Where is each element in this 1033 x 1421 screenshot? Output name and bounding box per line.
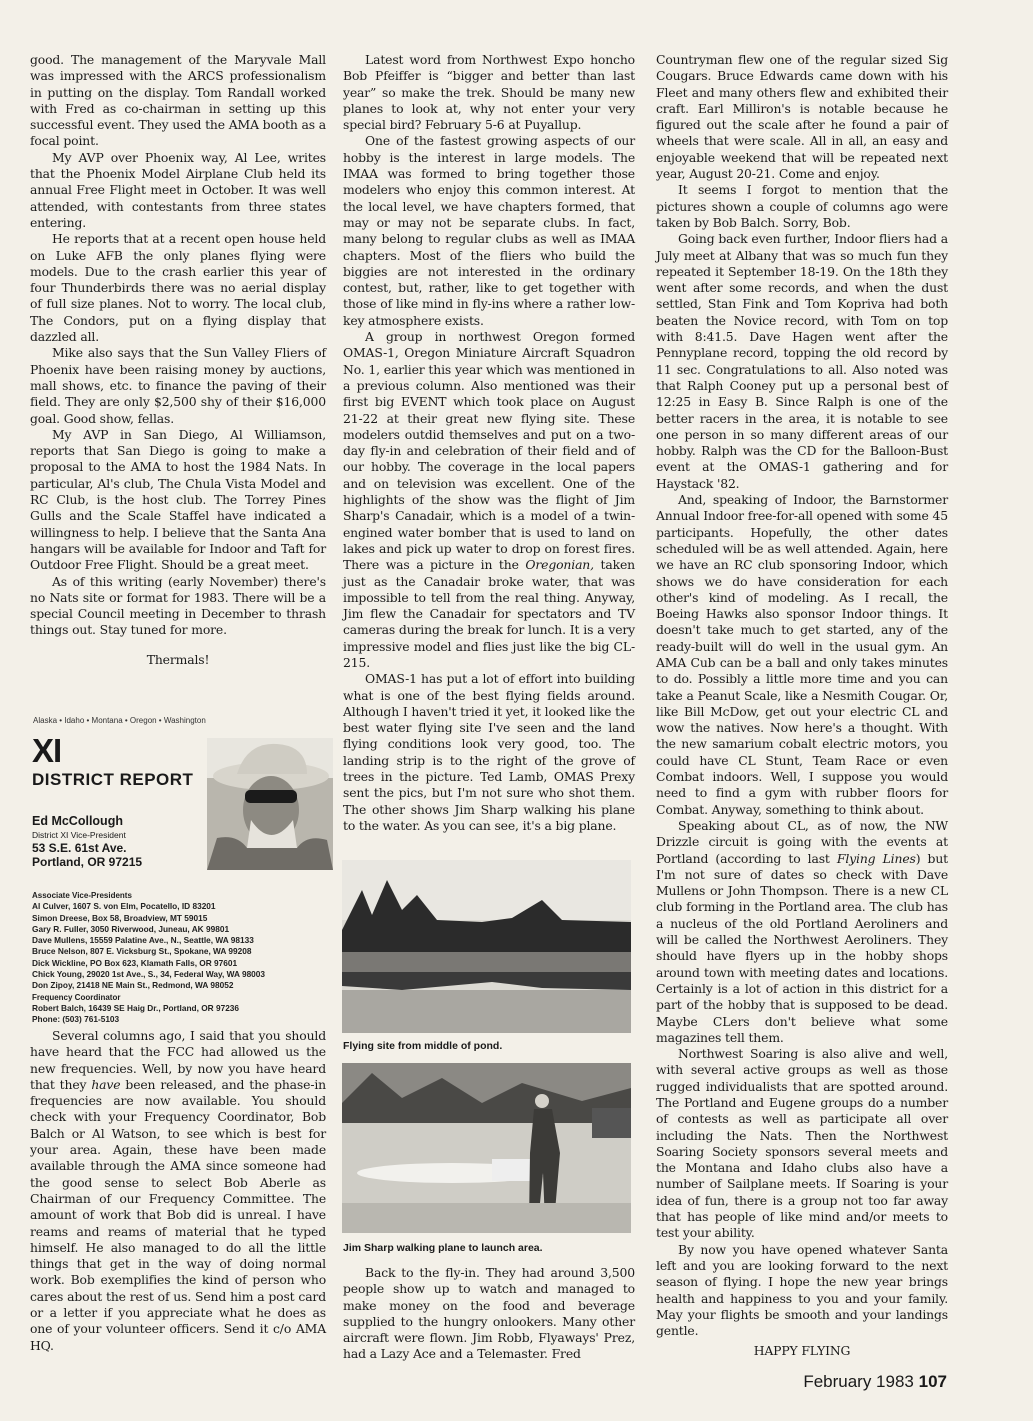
frequency-coordinator-heading: Frequency Coordinator	[32, 992, 121, 1002]
associate-vp-entry: Dick Wickline, PO Box 623, Klamath Falls, OR 97601	[32, 957, 238, 968]
text-run: good. The management of the Maryvale Mall was impressed with the ARCS professionalism in putting on the display. Tom Randall worked with Fred as co-chairman in setting up this successful event. They used the AMA booth as a focal point.	[30, 52, 326, 149]
text-run: One of the fastest growing aspects of our hobby is the interest in large models. The IMAA was formed to bring together those modelers who enjoy this common interest. At the local level, we have chapters formed, that may or may not be separate clubs. In fact, many belong to regular clubs as well as IMAA chapters. Most of the fliers who build the biggies are not interested in the ordinary contest, but, rather, like to get together with those of like mind in fly-ins where a rather low-key atmosphere exists.	[343, 133, 635, 328]
column-1-lower	[30, 1028, 326, 1354]
vp-name: Ed McCollough	[32, 814, 123, 828]
district-number: XI	[32, 732, 62, 769]
text-run: Several columns ago, I said that you should have heard that the FCC had allowed us the new frequencies. Well, by now you have heard that they	[30, 1028, 326, 1092]
frequency-coordinator-line: Robert Balch, 16439 SE Haig Dr., Portland, OR 97236	[32, 1002, 240, 1013]
text-run: My AVP in San Diego, Al Williamson, reports that San Diego is going to make a proposal to the AMA to host the 1984 Nats. In particular, Al's club, The Chula Vista Model and RC Club, is the host club. The Torrey Pines Gulls and the Scale Staffel have indicated a willingness to help. I believe that the Santa Ana hangars will be available for Indoor and Taft for Outdoor Free Flight. Should be a great meet.	[30, 426, 326, 573]
paragraph	[343, 133, 635, 329]
photo-caption-pond: Flying site from middle of pond.	[343, 1040, 503, 1052]
column-1-upper	[30, 52, 326, 639]
paragraph	[343, 329, 635, 671]
paragraph	[656, 52, 948, 182]
frequency-coordinator-line: Phone: (503) 761-5103	[32, 1014, 120, 1025]
paragraph	[656, 231, 948, 492]
italic-text-run: Flying Lines	[836, 850, 916, 866]
page-footer	[803, 1372, 947, 1392]
associate-vp-entry: Don Zipoy, 21418 NE Main St., Redmond, WA 98052	[32, 980, 234, 991]
column-2-upper	[343, 52, 635, 834]
associate-vp-entry: Simon Dreese, Box 58, Broadview, MT 59015	[32, 912, 208, 923]
page-number: 107	[918, 1372, 947, 1391]
signoff-text: Thermals!	[146, 652, 210, 667]
signoff-text: HAPPY FLYING	[753, 1343, 851, 1358]
district-report-title: DISTRICT REPORT	[32, 770, 194, 789]
text-run: And, speaking of Indoor, the Barnstormer Annual Indoor free-for-all opened with some 45 participants. Hopefully, the other dates scheduled will be as well attended. Again, here we have an RC club sponsoring Indoor, which shows we do have consideration for each other's kind of modeling. As I recall, the Boeing Hawks also sponsor Indoor things. It doesn't take much to get started, any of the ready-built will do well in the usual gym. An AMA Cub can be a ball and only takes minutes to do. Possibly a little more time and you can take a Peanut Scale, like a Nesmith Cougar. Or, like Bill McDow, get out your electric CL and wow the natives. Now here's a thought. With the new samarium cobalt electric motors, you could have CL Stunt, Team Race or even Combat indoors. Well, I suppose you would need to find a gym with rubber floors for Combat. Anyway, something to think about.	[656, 492, 948, 817]
paragraph	[343, 671, 635, 834]
associate-vp-entry: Dave Mullens, 15559 Palatine Ave., N., Seattle, WA 98133	[32, 935, 254, 946]
paragraph	[656, 818, 948, 1046]
thermals-signoff	[30, 652, 326, 668]
paragraph	[30, 427, 326, 574]
text-run: Mike also says that the Sun Valley Fliers of Phoenix have been raising money by auctions, mall shows, etc. to finance the paving of their field. They are only $2,500 shy of their $16,000 goal. Good show, fellas.	[30, 345, 326, 426]
paragraph	[343, 1265, 635, 1363]
associate-vp-entry: Bruce Nelson, 807 E. Vicksburg St., Spokane, WA 99208	[32, 946, 252, 957]
pond-photo	[342, 860, 631, 1033]
vp-portrait-photo	[207, 738, 333, 870]
paragraph	[656, 1242, 948, 1340]
text-run: OMAS-1 has put a lot of effort into building what is one of the best flying fields around. Although I haven't tried it yet, it looked like the best water flying site I've seen and the land flying conditions look very good, too. The landing strip is to the right of the grove of trees in the picture. Ted Lamb, OMAS Prexy sent the pics, but I'm not sure who shot them. The other shows Jim Sharp walking his plane to the water. As you can see, it's a big plane.	[343, 671, 635, 833]
paragraph	[656, 182, 948, 231]
vp-address-1: 53 S.E. 61st Ave.	[32, 841, 127, 855]
text-run: By now you have opened whatever Santa left and you are looking forward to the next season of flying. I hope the new year brings health and happiness to you and your family. May your flights be smooth and your landings gentle.	[656, 1241, 948, 1339]
photo-caption-jim-sharp: Jim Sharp walking plane to launch area.	[343, 1242, 543, 1254]
text-run: As of this writing (early November) there's no Nats site or format for 1983. There will be a special Council meeting in December to thrash things out. Stay tuned for more.	[30, 573, 326, 638]
associate-vp-list	[32, 890, 265, 1026]
vp-contact	[32, 815, 142, 869]
text-run: Back to the fly-in. They had around 3,500 people show up to watch and managed to make money on the food and beverage supplied to the hungry onlookers. Many other aircraft were flown. Jim Robb, Flyaways' Prez, had a Lazy Ace and a Telemaster. Fred	[343, 1265, 635, 1362]
italic-text-run: Oregonian,	[525, 557, 594, 573]
text-run: been released, and the phase-in frequencies are now available. You should check with your Frequency Coordinator, Bob Balch or Al Watson, to see which is best for your area. Again, these have been made available through the AMA since someone had the good sense to select Bob Aberle as Chairman of our Frequency Committee. The amount of work that Bob did is unreal. I have reams and reams of material that he typed himself. He also managed to do all the little things that get in the way of doing normal work. Bob exemplifies the kind of person who cares about the rest of us. Send him a post card or a letter if you appreciate what he does as one of your volunteer officers. Send it c/o AMA HQ.	[30, 1076, 326, 1353]
text-run: ) but I'm not sure of dates so check with Dave Mullens or John Thompson. There is a new CL club forming in the Portland area. The club has a nucleus of the old Portland Aeroliners and will be called the Northwest Aeroliners. They should have flyers up in the hobby shops around town with meeting dates and locations. Certainly is a lot of action in this district for a part of the hobby that is supposed to be dead. Maybe CLers don't believe what some magazines tell them.	[656, 850, 948, 1045]
text-run: Latest word from Northwest Expo honcho Bob Pfeiffer is “bigger and better than last year” so make the trek. Should be many new planes to look at, why not enter your very special bird? February 5-6 at Puyallup.	[343, 52, 635, 133]
issue-date: February 1983	[803, 1372, 914, 1391]
associate-vp-entry: Al Culver, 1607 S. von Elm, Pocatello, ID 83201	[32, 901, 216, 912]
vp-address-2: Portland, OR 97215	[32, 854, 143, 869]
district-states: Alaska • Idaho • Montana • Oregon • Washington	[33, 716, 206, 725]
happy-flying-signoff	[656, 1343, 948, 1359]
paragraph	[30, 1028, 326, 1354]
text-run: Speaking about CL, as of now, the NW Drizzle circuit is going with the events at Portland (according to last	[656, 817, 948, 866]
text-run: A group in northwest Oregon formed OMAS-1, Oregon Miniature Aircraft Squadron No. 1, earlier this year which was mentioned in a previous column. Also mentioned was their first big EVENT which took place on August 21-22 at their great new flying site. These modelers outdid themselves and put on a two-day fly-in and celebration of their field and of our hobby. The coverage in the local papers and on television was excellent. One of the highlights of the show was the flight of Jim Sharp's Canadair, which is a model of a twin-engined water bomber that is used to land on lakes and pick up water to drop on forest fires. There was a picture in the	[343, 329, 635, 573]
paragraph	[30, 574, 326, 639]
text-run: Northwest Soaring is also alive and well, with several active groups as well as those rugged individualists that are spotted around. The Portland and Eugene groups do a number of contests as well as participate all over including the Nats. Then the Northwest Soaring Society sponsors several meets and the Montana and Idaho clubs also have a number of Sailplane meets. If Soaring is your idea of fun, there is a group not too far away that has people of like mind and/or meets to test your ability.	[656, 1046, 948, 1241]
text-run: Countryman flew one of the regular sized Sig Cougars. Bruce Edwards came down with his Fleet and many others flew and exhibited their craft. Earl Milliron's is notable because he figured out the scale after he found a pair of wheels that were scale. All in all, an easy and enjoyable weekend that will be repeated next year, August 20-21. Come and enjoy.	[656, 52, 948, 182]
associate-vp-entry: Gary R. Fuller, 3050 Riverwood, Juneau, AK 99801	[32, 923, 230, 934]
text-run: My AVP over Phoenix way, Al Lee, writes that the Phoenix Model Airplane Club held its annual Free Flight meet in October. It was well attended, with contestants from three states entering.	[30, 149, 326, 230]
vp-title: District XI Vice-President	[32, 829, 126, 840]
column-2-lower	[343, 1265, 635, 1363]
text-run: Going back even further, Indoor fliers had a July meet at Albany that was so much fun they repeated it September 18-19. On the 18th they went after some records, and when the dust settled, Stan Fink and Tom Kopriva had both beaten the Novice record, with Tom on top with 8:41.5. Dave Hagen went after the Pennyplane record, topping the old record by 11 sec. Congratulations to all. Also noted was that Ralph Cooney put up a personal best of 12:25 in Easy B. Since Ralph is one of the better racers in the area, it is notable to see one person in so many different areas of our hobby. Ralph was the CD for the Balloon-Bust event at the OMAS-1 gathering and for Haystack '82.	[656, 231, 948, 491]
column-3	[656, 52, 948, 1339]
paragraph	[656, 1046, 948, 1242]
text-run: He reports that at a recent open house held on Luke AFB the only planes flying were models. Due to the crash earlier this year of four Thunderbirds there was no aerial display of full size planes. Not to worry. The local club, The Condors, put on a flying display that dazzled all.	[30, 231, 326, 345]
paragraph	[30, 150, 326, 231]
text-run: It seems I forgot to mention that the pictures shown a couple of columns ago were taken by Bob Balch. Sorry, Bob.	[656, 182, 948, 230]
associates-heading: Associate Vice-Presidents	[32, 891, 132, 900]
paragraph	[656, 492, 948, 818]
paragraph	[30, 231, 326, 345]
jim-sharp-photo	[342, 1063, 631, 1233]
text-run: taken just as the Canadair broke water, that was impossible to tell from the real thing. Anyway, Jim flew the Canadair for spectators and TV cameras during the break for lunch. It is a very impressive model and flies just like the big CL-215.	[343, 557, 635, 670]
paragraph	[30, 345, 326, 426]
associate-vp-entry: Chick Young, 29020 1st Ave., S., 34, Federal Way, WA 98003	[32, 969, 266, 980]
paragraph	[30, 52, 326, 150]
italic-text-run: have	[91, 1076, 121, 1092]
paragraph	[343, 52, 635, 133]
